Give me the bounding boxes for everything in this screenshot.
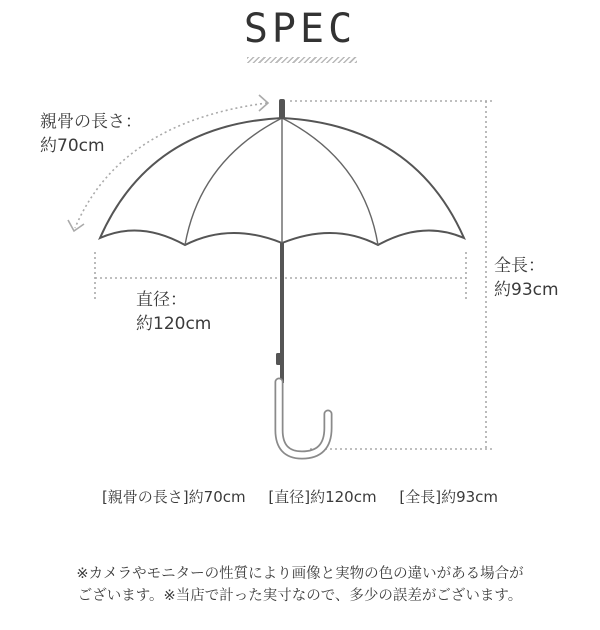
summary-rib: [親骨の長さ]約70cm: [101, 488, 246, 506]
spec-summary: [0, 486, 600, 507]
total-length-label: [494, 254, 559, 302]
diameter-label: [136, 288, 211, 336]
note-line-2: ございます。※当店で計った実寸なので、多少の誤差がございます。: [77, 588, 523, 604]
rib-length-label: [40, 110, 142, 158]
disclaimer-note: [0, 563, 600, 607]
diameter-value: 約120cm: [136, 314, 212, 334]
rib-arrow-head-bottom: [68, 220, 84, 231]
rib-length-name: 親骨の長さ：: [40, 112, 142, 132]
shaft-slider: [276, 353, 282, 365]
umbrella-handle: [279, 382, 328, 455]
note-line-1: ※カメラやモニターの性質により画像と実物の色の違いがある場合が: [76, 566, 524, 582]
rib-length-value: 約70cm: [40, 136, 105, 156]
summary-total: [全長]約93cm: [399, 488, 499, 506]
spec-title: SPEC: [243, 6, 357, 52]
summary-diameter: [直径]約120cm: [268, 488, 377, 506]
total-length-name: 全長：: [494, 256, 545, 276]
umbrella-tip: [279, 99, 285, 119]
total-length-value: 約93cm: [494, 280, 559, 300]
diameter-name: 直径：: [136, 290, 187, 310]
